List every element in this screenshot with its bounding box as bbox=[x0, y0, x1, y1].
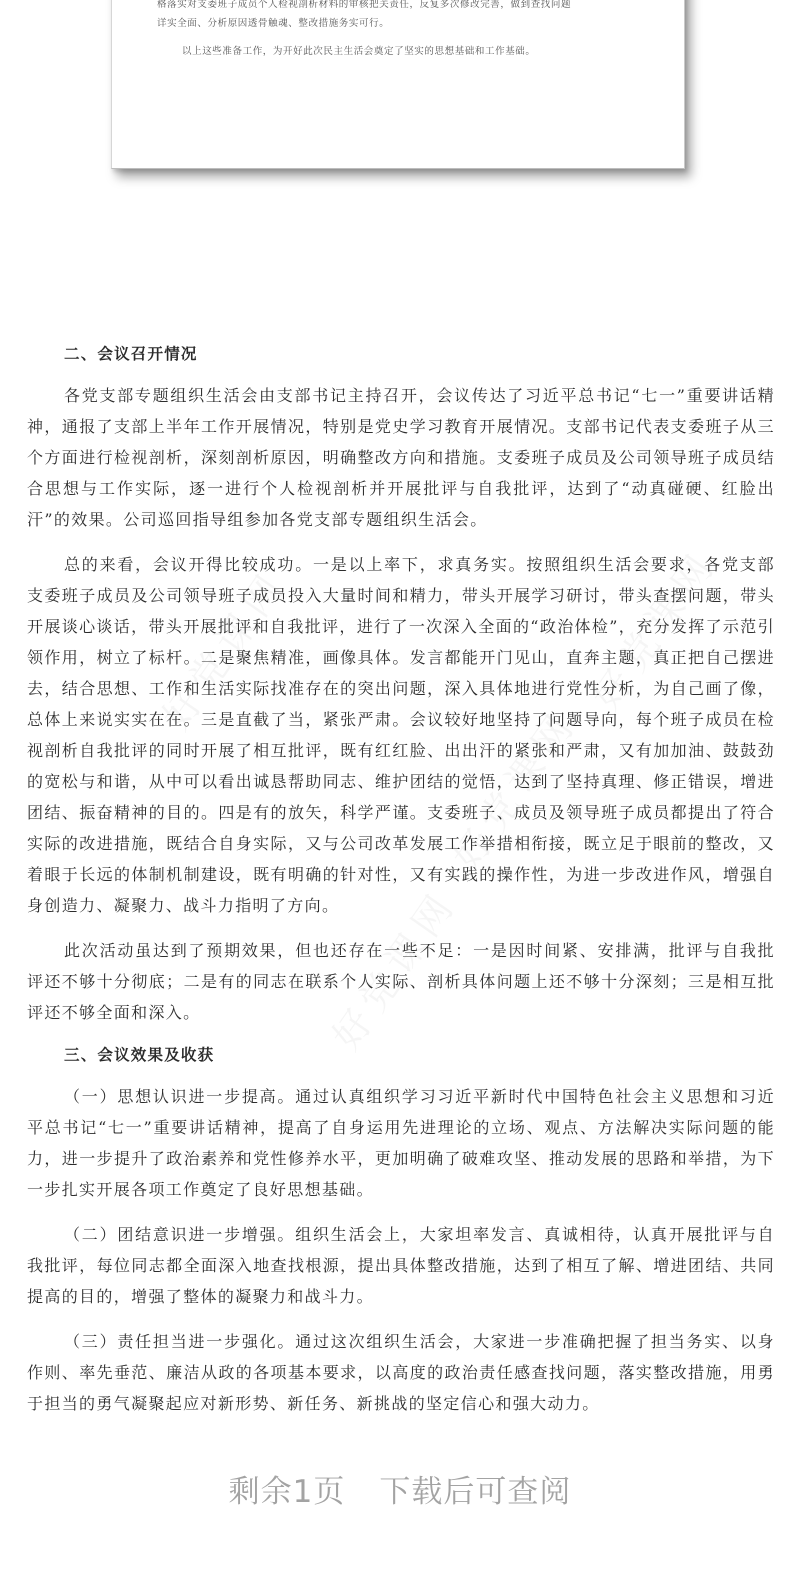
remaining-pages-label: 剩余1页 bbox=[228, 1474, 346, 1510]
paragraph: 各党支部专题组织生活会由支部书记主持召开，会议传达了习近平总书记“七一”重要讲话精神，通报了支部上半年工作开展情况，特别是党史学习教育开展情况。支部书记代表支委班子从三个方面进行检视剖析，深刻剖析原因，明确整改方向和措施。支委班子成员及公司领导班子成员结合思想与工作实际，逐一进行个人检视剖析并开展批评与自我批评，达到了“动真碰硬、红脸出汗”的效果。公司巡回指导组参加各党支部专题组织生活会。 bbox=[27, 386, 775, 529]
paragraph: （一）思想认识进一步提高。通过认真组织学习习近平新时代中国特色社会主义思想和习近平总书记“七一”重要讲话精神，提高了自身运用先进理论的立场、观点、方法解决实际问题的能力，进一步提升了政治素养和党性修养水平，更加明确了破难攻坚、推动发展的思路和举措，为下一步扎实开展各项工作奠定了良好思想基础。 bbox=[27, 1087, 775, 1199]
section-heading: 三、会议效果及收获 bbox=[64, 1045, 215, 1064]
section-heading: 二、会议召开情况 bbox=[64, 344, 198, 363]
watermark: 好党课网 bbox=[154, 561, 296, 738]
download-hint-label: 下载后可查阅 bbox=[379, 1474, 572, 1510]
paragraph: 此次活动虽达到了预期效果，但也还存在一些不足：一是因时间紧、安排满，批评与自我批评还不够十分彻底；二是有的同志在联系个人实际、剖析具体问题上还不够十分深刻；三是相互批评还不够全面和深入。 bbox=[27, 941, 775, 1022]
remaining-pages-notice[interactable] bbox=[0, 1466, 800, 1511]
preview-page-card bbox=[111, 0, 685, 169]
watermark: 好党课网 bbox=[324, 881, 466, 1058]
paragraph: 总的来看，会议开得比较成功。一是以上率下，求真务实。按照组织生活会要求，各党支部支委班子成员及公司领导班子成员投入大量时间和精力，带头开展学习研讨，带头查摆问题，带头开展谈心谈话，带头开展批评和自我批评，进行了一次深入全面的“政治体检”，充分发挥了示范引领作用，树立了标杆。二是聚焦精准，画像具体。发言都能开门见山，直奔主题，真正把自己摆进去，结合思想、工作和生活实际找准存在的突出问题，深入具体地进行党性分析，为自己画了像，总体上来说实实在在。三是直截了当，紧张严肃。会议较好地坚持了问题导向，每个班子成员在检视剖析自我批评的同时开展了相互批评，既有红红脸、出出汗的紧张和严肃，又有加加油、鼓鼓劲的宽松与和谐，从中可以看出诚恳帮助同志、维护团结的觉悟，达到了坚持真理、修正错误，增进团结、振奋精神的目的。四是有的放矢，科学严谨。支委班子、成员及领导班子成员都提出了符合实际的改进措施，既结合自身实际，又与公司改革发展工作举措相衔接，既立足于眼前的整改，又着眼于长远的体制机制建设，既有明确的针对性，又有实践的操作性，为进一步改进作风，增强自身创造力、凝聚力、战斗力指明了方向。 bbox=[27, 555, 775, 915]
paragraph: （二）团结意识进一步增强。组织生活会上，大家坦率发言、真诚相待，认真开展批评与自我批评，每位同志都全面深入地查找根源，提出具体整改措施，达到了相互了解、增进团结、共同提高的目的，增强了整体的凝聚力和战斗力。 bbox=[27, 1225, 775, 1306]
preview-text-line: 格落实对支委班子成员个人检视剖析材料的审核把关责任，反复多次修改完善，做到查找问题 bbox=[157, 0, 572, 10]
preview-text-line: 以上这些准备工作，为开好此次民主生活会奠定了坚实的思想基础和工作基础。 bbox=[182, 46, 536, 57]
paragraph: （三）责任担当进一步强化。通过这次组织生活会，大家进一步准确把握了担当务实、以身作则、率先垂范、廉洁从政的各项基本要求，以高度的政治责任感查找问题，落实整改措施，用勇于担当的勇气凝聚起应对新形势、新任务、新挑战的坚定信心和强大动力。 bbox=[27, 1332, 775, 1413]
document-body bbox=[27, 338, 775, 1419]
watermark: 好党课网 bbox=[584, 541, 726, 718]
watermark: 好党课网 bbox=[444, 701, 586, 878]
preview-text-line: 详实全面、分析原因透骨触魂、整改措施务实可行。 bbox=[157, 18, 390, 29]
